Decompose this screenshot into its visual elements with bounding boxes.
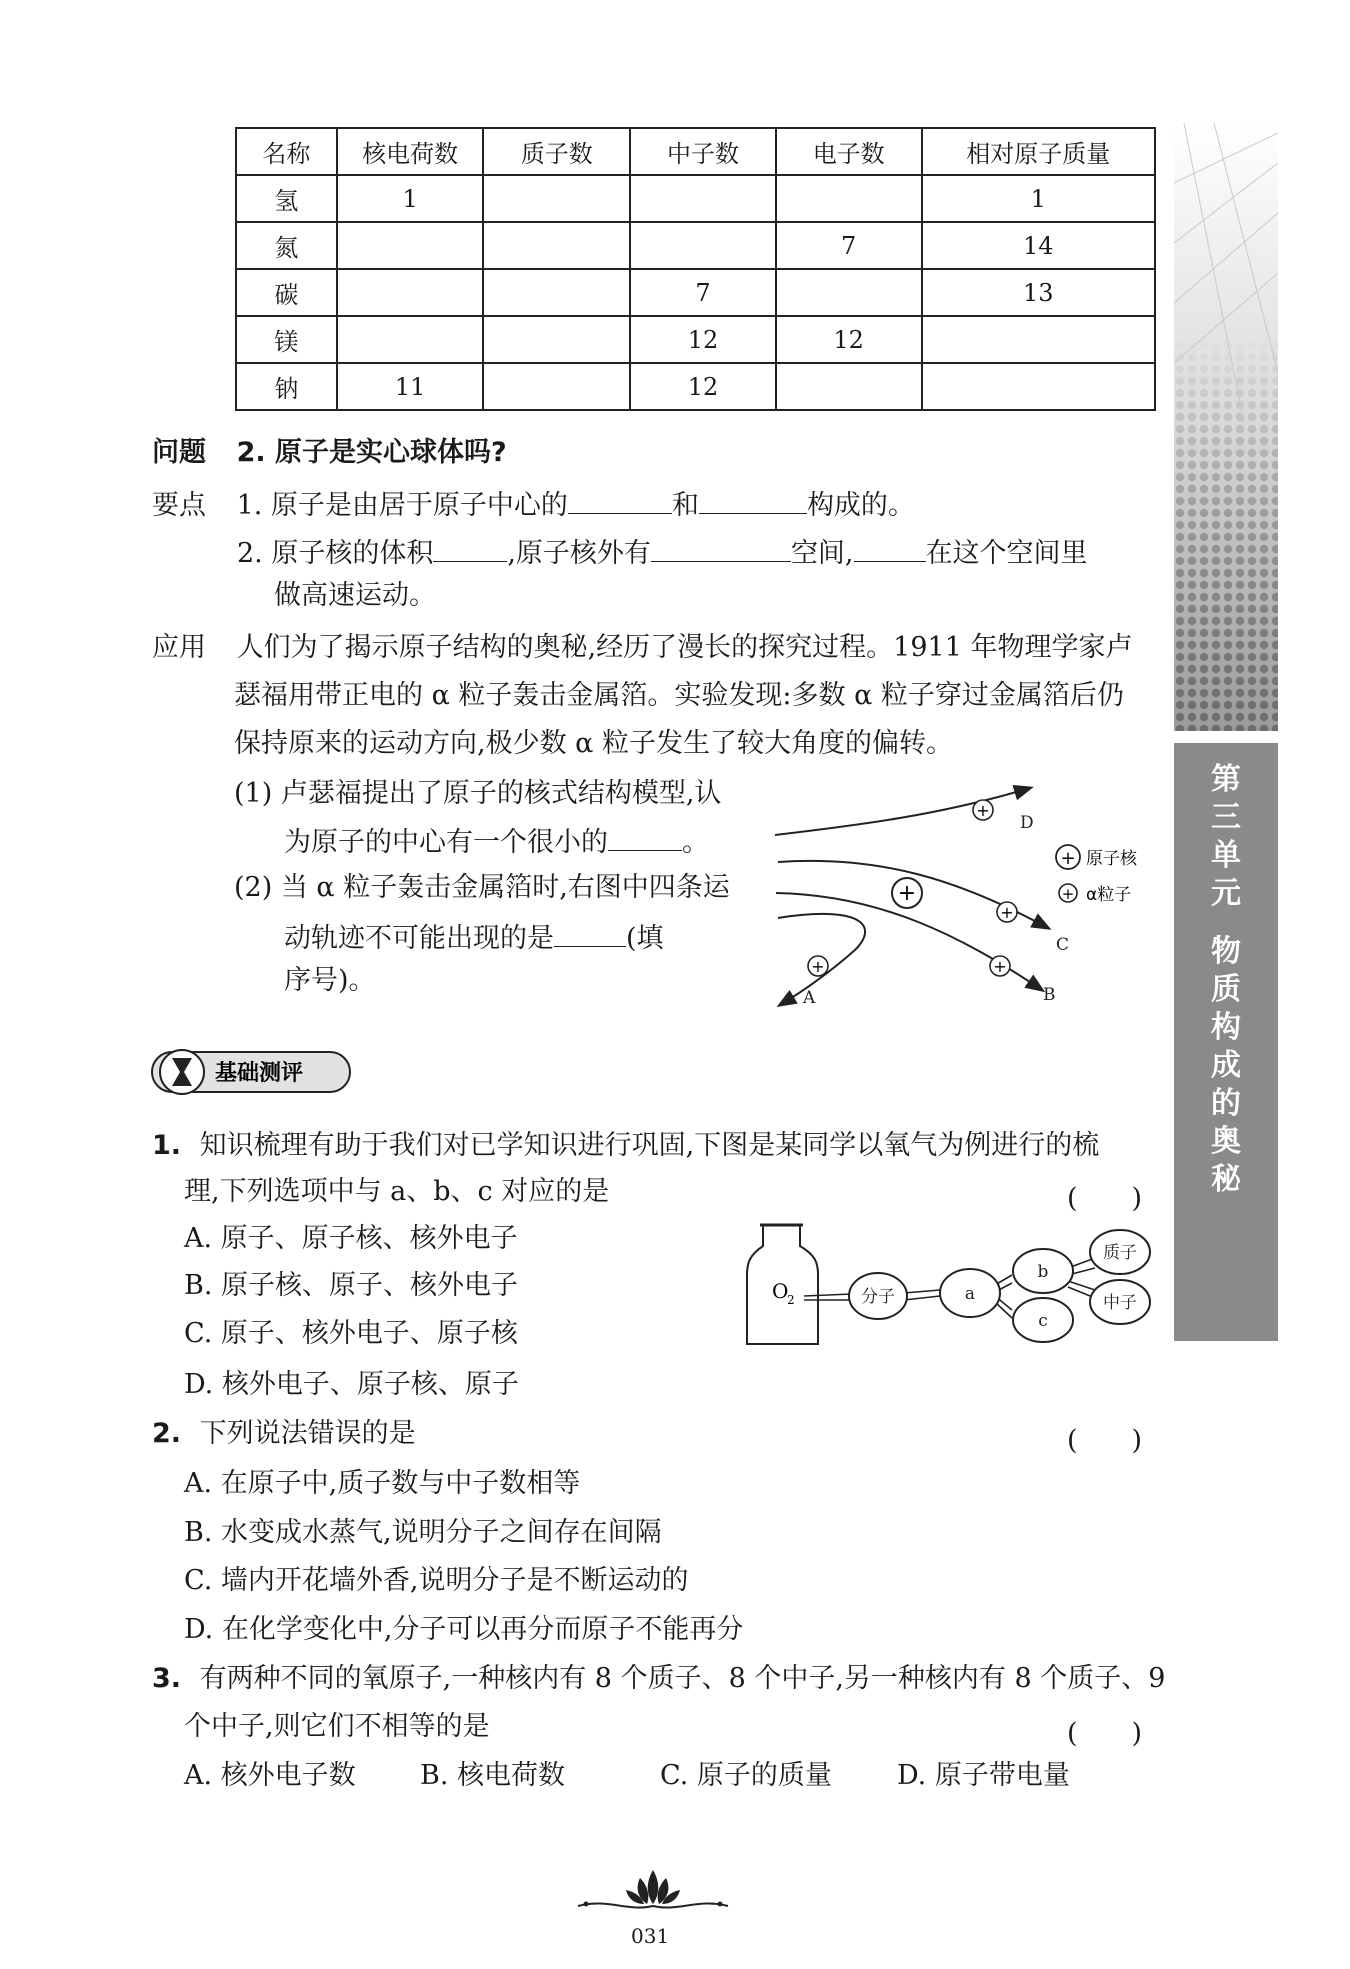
table-cell xyxy=(630,175,776,222)
plus-sign: + xyxy=(1000,903,1014,922)
table-cell xyxy=(922,316,1155,363)
table-cell xyxy=(776,175,922,222)
table-row xyxy=(236,269,1155,316)
option: C. 原子、核外电子、原子核 xyxy=(184,1318,518,1349)
table-cell xyxy=(776,363,922,410)
unit-char: 元 xyxy=(1211,876,1241,911)
question-title: 2. 原子是实心球体吗? xyxy=(236,437,507,468)
apply-line-2: 瑟福用带正电的 α 粒子轰击金属箔。实验发现:多数 α 粒子穿过金属箔后仍 xyxy=(234,680,1124,711)
page-number: 031 xyxy=(631,1924,670,1948)
text: 有两种不同的氧原子,一种核内有 8 个质子、8 个中子,另一种核内有 8 个质子、9 xyxy=(199,1663,1166,1694)
text: 1. 原子是由居于原子中心的 xyxy=(236,490,568,521)
side-strip xyxy=(1174,123,1278,1341)
answer-blank[interactable] xyxy=(568,487,672,514)
apply-line-3: 保持原来的运动方向,极少数 α 粒子发生了较大角度的偏转。 xyxy=(234,728,953,759)
text: ,原子核外有 xyxy=(507,538,651,569)
table-cell: 11 xyxy=(337,363,484,410)
legend-nucleus-label: 原子核 xyxy=(1086,849,1137,869)
table-cell: 12 xyxy=(630,363,776,410)
plus-sign: + xyxy=(1061,885,1075,903)
text: 构成的。 xyxy=(806,490,915,521)
sub-question-2: (2) 当 α 粒子轰击金属箔时,右图中四条运 xyxy=(234,872,730,903)
section-title: 基础测评 xyxy=(215,1061,304,1086)
q3-line-1 xyxy=(152,1663,1165,1695)
text: 动轨迹不可能出现的是 xyxy=(284,923,554,954)
topic-char: 质 xyxy=(1211,972,1241,1007)
o2-subscript: 2 xyxy=(787,1293,795,1307)
table-cell xyxy=(337,222,484,269)
table-cell xyxy=(337,316,484,363)
atom-data-table xyxy=(235,127,1156,411)
table-cell: 14 xyxy=(922,222,1155,269)
point-2-line-cont: 做高速运动。 xyxy=(274,580,436,611)
proton-label: 质子 xyxy=(1103,1243,1137,1263)
q2-line-1 xyxy=(152,1418,416,1450)
table-cell xyxy=(776,269,922,316)
option: D. 在化学变化中,分子可以再分而原子不能再分 xyxy=(184,1614,744,1645)
question-label: 问题 xyxy=(152,437,206,468)
table-cell: 碳 xyxy=(236,269,337,316)
q3-line-2: 个中子,则它们不相等的是 xyxy=(184,1711,490,1742)
table-cell: 氮 xyxy=(236,222,337,269)
text: (填 xyxy=(626,923,664,954)
label-a: A xyxy=(803,988,816,1008)
table-cell xyxy=(483,316,630,363)
table-cell: 12 xyxy=(776,316,922,363)
table-header-cell: 相对原子质量 xyxy=(922,128,1155,175)
apply-label: 应用 xyxy=(152,632,206,663)
b-label: b xyxy=(1037,1262,1049,1282)
sub-question-1-cont xyxy=(284,824,709,859)
alpha-scattering-diagram xyxy=(760,775,1160,1015)
option: B. 水变成水蒸气,说明分子之间存在间隔 xyxy=(184,1517,662,1548)
text: 人们为了揭示原子结构的奥秘,经历了漫长的探究过程。1911 年物理学家卢 xyxy=(236,632,1133,663)
text: 空间, xyxy=(790,538,854,569)
unit-topic xyxy=(1174,933,1278,1199)
plus-sign: + xyxy=(993,957,1007,976)
table-cell xyxy=(483,222,630,269)
sub-question-2-cont xyxy=(284,920,664,955)
answer-parens[interactable]: ( ) xyxy=(1067,1718,1143,1749)
option: C. 墙内开花墙外香,说明分子是不断运动的 xyxy=(184,1565,689,1596)
sub-question-1: (1) 卢瑟福提出了原子的核式结构模型,认 xyxy=(234,778,722,809)
table-header-cell: 质子数 xyxy=(483,128,630,175)
table-cell: 1 xyxy=(337,175,484,222)
table-cell: 氢 xyxy=(236,175,337,222)
legend-alpha-label: α粒子 xyxy=(1086,885,1132,905)
o2-symbol: O xyxy=(772,1279,789,1303)
text: 下列说法错误的是 xyxy=(199,1418,416,1449)
oxygen-concept-diagram xyxy=(740,1215,1160,1355)
point-2-line xyxy=(237,535,1088,570)
point-1-line xyxy=(152,487,915,522)
table-cell xyxy=(337,269,484,316)
neutron-label: 中子 xyxy=(1103,1293,1137,1313)
answer-blank[interactable] xyxy=(651,535,791,562)
text: 和 xyxy=(671,490,699,521)
question-number: 1. xyxy=(152,1130,182,1161)
table-cell: 7 xyxy=(776,222,922,269)
answer-blank[interactable] xyxy=(608,824,682,851)
table-header-cell: 中子数 xyxy=(630,128,776,175)
text: 。 xyxy=(682,827,709,858)
topic-char: 物 xyxy=(1211,934,1241,969)
answer-blank[interactable] xyxy=(854,535,926,562)
table-header-cell: 电子数 xyxy=(776,128,922,175)
strip-pattern xyxy=(1174,123,1278,731)
topic-char: 秘 xyxy=(1211,1162,1241,1197)
option: B. 原子核、原子、核外电子 xyxy=(184,1270,519,1301)
option: D. 原子带电量 xyxy=(897,1760,1070,1791)
table-cell: 7 xyxy=(630,269,776,316)
plus-sign: + xyxy=(811,957,825,976)
text: 在这个空间里 xyxy=(925,538,1088,569)
unit-char: 三 xyxy=(1211,800,1241,835)
plus-sign: + xyxy=(1060,848,1076,869)
text: 2. 原子核的体积 xyxy=(237,538,434,569)
c-label: c xyxy=(1038,1311,1048,1331)
unit-label xyxy=(1174,761,1278,913)
plus-sign: + xyxy=(897,881,917,906)
molecule-label: 分子 xyxy=(861,1287,895,1307)
option: C. 原子的质量 xyxy=(660,1760,832,1791)
answer-parens[interactable]: ( ) xyxy=(1067,1425,1143,1456)
answer-parens[interactable]: ( ) xyxy=(1067,1183,1143,1214)
table-header-cell: 核电荷数 xyxy=(337,128,484,175)
option: A. 核外电子数 xyxy=(184,1760,356,1791)
table-row xyxy=(236,363,1155,410)
answer-blank[interactable] xyxy=(433,535,507,562)
unit-title-panel xyxy=(1174,743,1278,1341)
answer-blank[interactable] xyxy=(554,920,626,947)
dot-pattern-icon xyxy=(1174,123,1278,731)
topic-char: 的 xyxy=(1211,1086,1241,1121)
table-cell xyxy=(630,222,776,269)
label-c: C xyxy=(1056,935,1070,955)
table-header-cell: 名称 xyxy=(236,128,337,175)
topic-char: 成 xyxy=(1211,1048,1241,1083)
question-number: 3. xyxy=(152,1663,182,1694)
unit-char: 第 xyxy=(1211,762,1241,797)
text: 为原子的中心有一个很小的 xyxy=(284,827,608,858)
topic-char: 奥 xyxy=(1211,1124,1241,1159)
text: 知识梳理有助于我们对已学知识进行巩固,下图是某同学以氧气为例进行的梳 xyxy=(199,1130,1100,1161)
question2-heading xyxy=(152,437,507,469)
table-cell xyxy=(922,363,1155,410)
table-cell: 1 xyxy=(922,175,1155,222)
table-header-row xyxy=(236,128,1155,175)
table-row xyxy=(236,175,1155,222)
table-cell xyxy=(483,363,630,410)
table-cell: 钠 xyxy=(236,363,337,410)
apply-line-1 xyxy=(152,632,1132,664)
option: A. 原子、原子核、核外电子 xyxy=(184,1223,518,1254)
label-b: B xyxy=(1043,985,1056,1005)
q1-line-2: 理,下列选项中与 a、b、c 对应的是 xyxy=(184,1176,610,1207)
sub-question-2-end: 序号)。 xyxy=(284,965,376,996)
option: B. 核电荷数 xyxy=(420,1760,566,1791)
table-row xyxy=(236,316,1155,363)
section-badge xyxy=(150,1046,355,1098)
table-cell xyxy=(483,175,630,222)
option: D. 核外电子、原子核、原子 xyxy=(184,1369,519,1400)
plus-sign: + xyxy=(976,801,990,820)
table-row xyxy=(236,222,1155,269)
answer-blank[interactable] xyxy=(699,487,807,514)
points-label: 要点 xyxy=(152,490,206,521)
question-number: 2. xyxy=(152,1418,182,1449)
table-cell: 13 xyxy=(922,269,1155,316)
q1-line-1 xyxy=(152,1130,1099,1162)
option: A. 在原子中,质子数与中子数相等 xyxy=(184,1468,581,1499)
footer-ornament-icon xyxy=(568,1868,738,1928)
unit-char: 单 xyxy=(1211,838,1241,873)
table-cell: 12 xyxy=(630,316,776,363)
topic-char: 构 xyxy=(1211,1010,1241,1045)
label-d: D xyxy=(1020,813,1034,833)
a-label: a xyxy=(964,1284,976,1304)
table-cell xyxy=(483,269,630,316)
table-cell: 镁 xyxy=(236,316,337,363)
